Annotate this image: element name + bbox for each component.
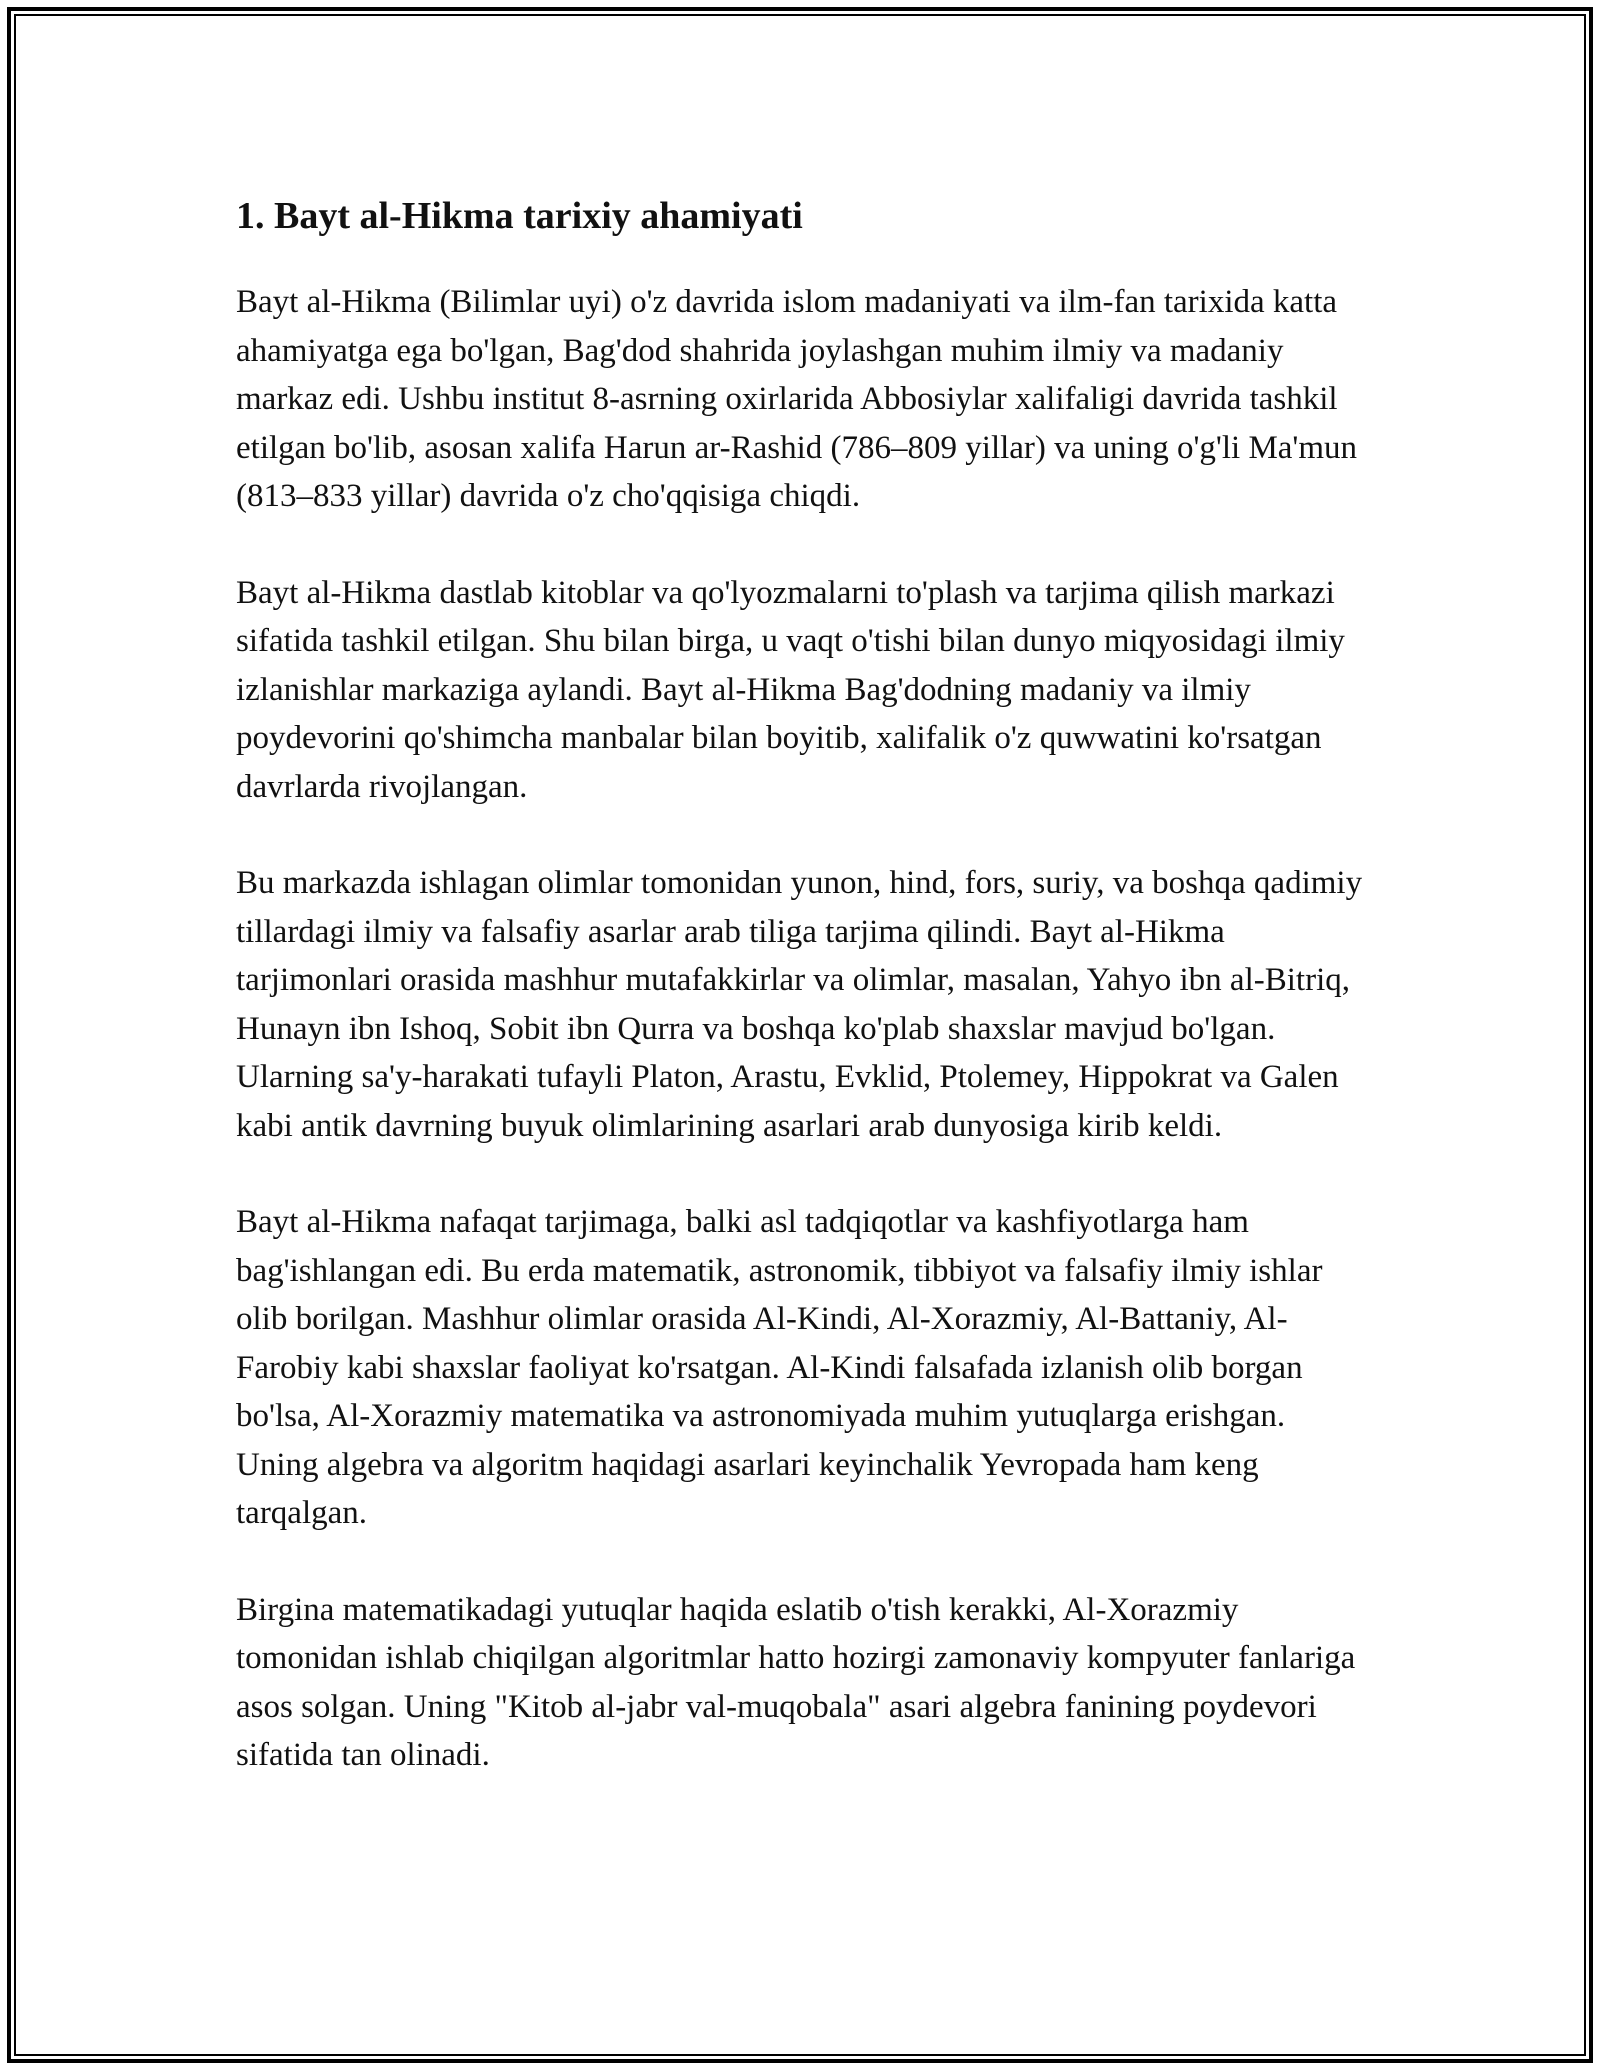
paragraph-4: Bayt al-Hikma nafaqat tarjimaga, balki asl tadqiqotlar va kashfiyotlarga ham bag'ishlangan edi. Bu erda matematik, astronomik, tibbiyot va falsafiy ilmiy ishlar olib borilgan. Mashhur olimlar orasida Al-Kindi, Al-Xorazmiy, Al-Battaniy, Al-Farobiy kabi shaxslar faoliyat ko'rsatgan. Al-Kindi falsafada izlanish olib borgan bo'lsa, Al-Xorazmiy matematika va astronomiyada muhim yutuqlarga erishgan. Uning algebra va algoritm haqidagi asarlari keyinchalik Yevropada ham keng tarqalgan. — [236, 1204, 1323, 1531]
paragraph-2: Bayt al-Hikma dastlab kitoblar va qo'lyozmalarni to'plash va tarjima qilish markazi sifatida tashkil etilgan. Shu bilan birga, u vaqt o'tishi bilan dunyo miqyosidagi ilmiy izlanishlar markaziga aylandi. Bayt al-Hikma Bag'dodning madaniy va ilmiy poydevorini qo'shimcha manbalar bilan boyitib, xalifalik o'z quwwatini ko'rsatgan davrlarda rivojlangan. — [236, 574, 1345, 805]
paragraph-3: Bu markazda ishlagan olimlar tomonidan yunon, hind, fors, suriy, va boshqa qadimiy tillardagi ilmiy va falsafiy asarlar arab tiliga tarjima qilindi. Bayt al-Hikma tarjimonlari orasida mashhur mutafakkirlar va olimlar, masalan, Yahyo ibn al-Bitriq, Hunayn ibn Ishoq, Sobit ibn Qurra va boshqa ko'plab shaxslar mavjud bo'lgan. Ularning sa'y-harakati tufayli Platon, Arastu, Evklid, Ptolemey, Hippokrat va Galen kabi antik davrning buyuk olimlarining asarlari arab dunyosiga kirib keldi. — [236, 865, 1363, 1144]
paragraph-1: Bayt al-Hikma (Bilimlar uyi) o'z davrida islom madaniyati va ilm-fan tarixida katta ahamiyatga ega bo'lgan, Bag'dod shahrida joylashgan muhim ilmiy va madaniy markaz edi. Ushbu institut 8-asrning oxirlarida Abbosiylar xalifaligi davrida tashkil etilgan bo'lib, asosan xalifa Harun ar-Rashid (786–809 yillar) va uning o'g'li Ma'mun (813–833 yillar) davrida o'z cho'qqisiga chiqdi. — [236, 284, 1358, 514]
document-body — [236, 184, 1366, 1828]
paragraph-5: Birgina matematikadagi yutuqlar haqida eslatib o'tish kerakki, Al-Xorazmiy tomonidan ishlab chiqilgan algoritmlar hatto hozirgi zamonaviy kompyuter fanlariga asos solgan. Uning "Kitob al-jabr val-muqobala" asari algebra fanining poydevori sifatida tan olinadi. — [236, 1591, 1356, 1773]
section-heading: 1. Bayt al-Hikma tarixiy ahamiyati — [236, 195, 803, 237]
